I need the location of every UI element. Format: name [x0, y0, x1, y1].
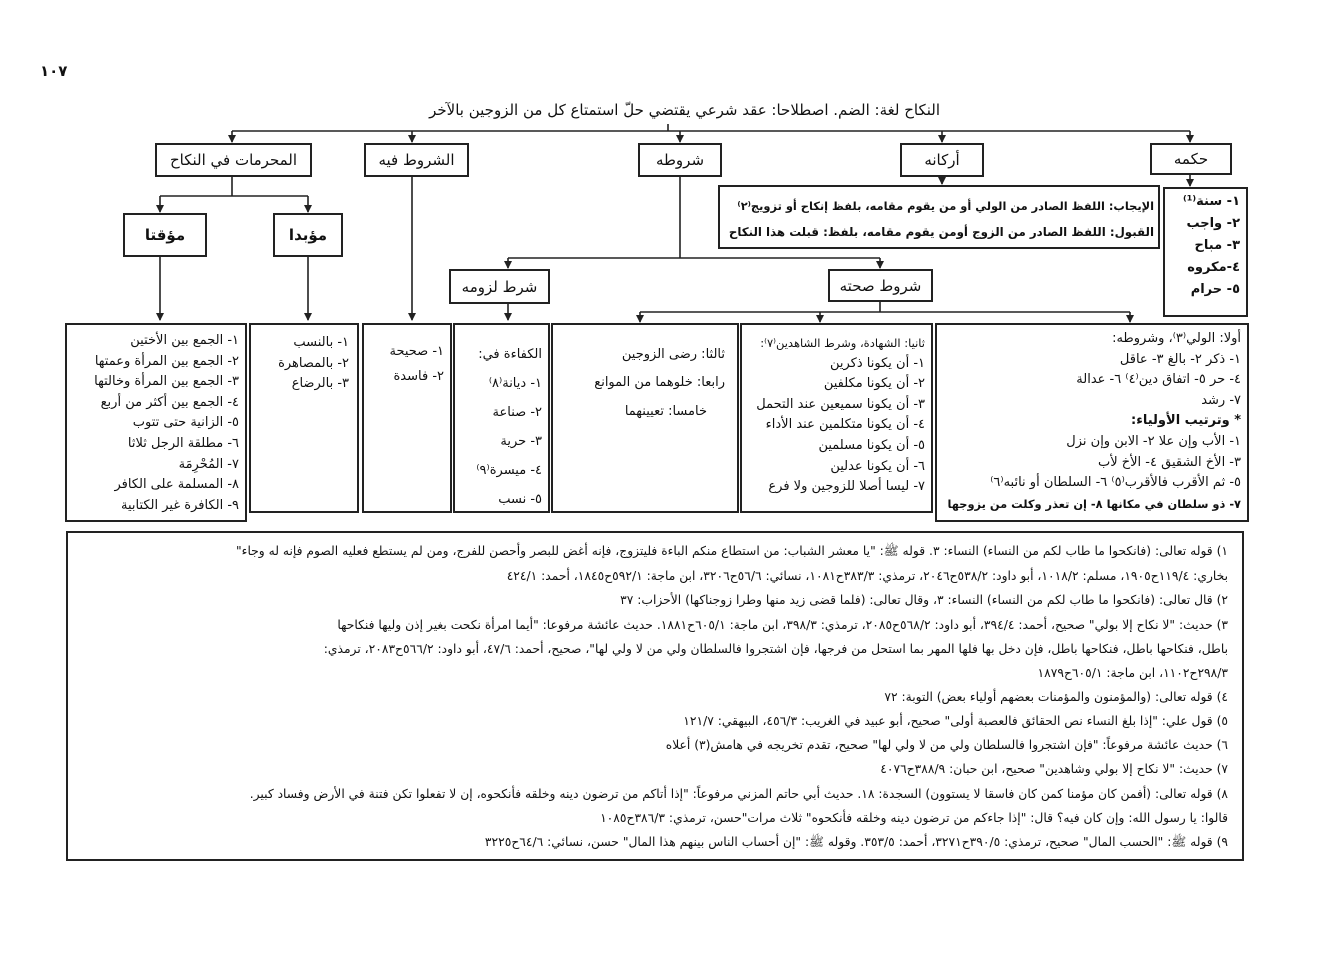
muaqqatan-item: ٢- الجمع بين المرأة وعمتها: [94, 353, 239, 369]
wali-box: [935, 323, 1249, 522]
muaqqatan-item: ٩- الكافرة غير الكتابية: [120, 497, 239, 513]
wali-line: ٥- ثم الأقرب فالأقرب⁽٥⁾ ٦- السلطان أو نائبه⁽٦⁾: [990, 475, 1241, 491]
kafaa-line: ٢- صناعة: [492, 405, 542, 420]
qabul-line: القبول: اللفظ الصادر من الزوج أومن يقوم مقامه، بلفظ: قبلت هذا النكاح: [728, 225, 1154, 239]
shuhud-line: ٢- أن يكونا مكلفين: [823, 376, 925, 392]
footnote-line: ٢٩٨/٣ح١١٠٢، ابن ماجة: ٦٠٥/١ح١٨٧٩: [1037, 666, 1228, 680]
node-hukm: حكمه: [1150, 143, 1232, 175]
node-shart-luzum: شرط لزومه: [449, 269, 550, 304]
shurut-fih-item: ١- صحيحة: [389, 344, 444, 359]
wali-line: ٧- رشد: [1201, 392, 1241, 408]
node-arkan: أركانه: [900, 143, 984, 177]
hukm-item: ١- سنة⁽¹⁾: [1182, 194, 1240, 209]
muaqqatan-item: ٥- الزانية حتى تتوب: [132, 415, 239, 431]
shuhud-line: ٣- أن يكونا سميعين عند التحمل: [756, 396, 925, 412]
footnote-line: ٨) قوله تعالى: (أفمن كان مؤمنا كمن كان فاسقا لا يستوون) السجدة: ١٨. حديث أبي حاتم المزني مرفوعاً: "إذا أتاكم من ترضون دينه وخلقه فأنكحوه، إن لا تفعلوا تكن فتنة في الأرض وفساد كبير.: [249, 787, 1228, 801]
shuhud-line: ٥- أن يكونا مسلمين: [818, 437, 925, 453]
shuhud-line: ٧- ليسا أصلا للزوجين ولا فرع: [768, 479, 925, 495]
wali-line: ٣- الأخ الشقيق ٤- الأخ لأب: [1097, 454, 1241, 470]
footnote-line: قالوا: يا رسول الله: وإن كان فيه؟ قال: "إذا جاءكم من ترضون دينه وخلقه فأنكحوه" ثلاث مرات"حسن، ترمذي: ٣٨٦/٣ح١٠٨٥: [600, 811, 1228, 825]
muaqqatan-item: ٦- مطلقة الرجل ثلاثا: [127, 435, 239, 451]
muaqqatan-item: ٤- الجمع بين أكثر من أربع: [100, 394, 239, 410]
footnote-line: ٣) حديث: "لا نكاح إلا بولي" صحيح، أحمد: ٣٩٤/٤، أبو داود: ٥٦٨/٢ح٢٠٨٥، ترمذي: ٣٩٨/٣، ابن ماجة: ٦٠٥/١ح١٨٨١. حديث عائشة مرفوعا: "أيما امرأة نكحت بغير إذن وليها فنكاحها: [337, 618, 1228, 632]
muabbadan-item: ١- بالنسب: [293, 335, 349, 350]
shuhud-box: [740, 323, 933, 513]
footnote-line: ٢) قال تعالى: (فانكحوا ما طاب لكم من النساء) النساء: ٣، وقال تعالى: (فلما قضى زيد منها وطرا زوجناكها) الأحزاب: ٣٧: [620, 593, 1228, 607]
shuhud-line: ٤- أن يكونا متكلمين عند الأداء: [765, 417, 925, 433]
footnote-line: ٩) قوله ﷺ: "الحسب المال" صحيح، ترمذي: ٣٩٠/٥ح٣٢٧١، أحمد: ٣٥٣/٥. وقوله ﷺ: "إن أحساب الناس بينهم هذا المال" حسن، نسائي: ٦٤/٦ح٣٢٢٥: [484, 835, 1228, 849]
node-muabbadan: مؤبدا: [273, 213, 343, 257]
wali-line: أولا: الولي⁽٣⁾، وشروطه:: [1112, 331, 1241, 346]
shurut-fih-item: ٢- فاسدة: [393, 369, 444, 384]
wali-line: ٧- ذو سلطان في مكانها ٨- إن تعذر وكلت من يزوجها: [947, 496, 1241, 511]
kafaa-line: ١- ديانة⁽٨⁾: [488, 376, 542, 391]
node-muharramat: المحرمات في النكاح: [155, 143, 312, 177]
footnote-line: ٧) حديث: "لا نكاح إلا بولي وشاهدين" صحيح، ابن حبان: ٣٨٨/٩ح٤٠٧٦: [880, 762, 1228, 776]
rida-box: [551, 323, 739, 513]
muabbadan-box: [249, 323, 359, 513]
wali-line: ١- ذكر ٢- بالغ ٣- عاقل: [1119, 351, 1241, 367]
footnote-line: ٥) قول علي: "إذا بلغ النساء نص الحقائق فالعصبة أولى" صحيح، أبو عبيد في الغريب: ٤٥٦/٣، البيهقي: ١٢١/٧: [683, 714, 1228, 728]
node-shart-sihha: شروط صحته: [828, 269, 933, 302]
wali-line: * وترتيب الأولياء:: [1131, 413, 1241, 429]
muaqqatan-item: ٧- المُحْرِمَة: [178, 456, 239, 472]
node-shurut-fih: الشروط فيه: [364, 143, 469, 177]
muabbadan-item: ٣- بالرضاع: [291, 376, 349, 392]
footnote-line: باطل، فنكاحها باطل، فنكاحها باطل، فإن دخل بها فلها المهر بما استحل من فرجها، فإن اشتجروا فالسلطان ولي من لا ولي لها"، صحيح، أحمد: ٤٧/٦، أبو داود: ٥٦٦/٢ح٢٠٨٣، ترمذي:: [323, 642, 1228, 656]
rida-line: ثالثا: رضى الزوجين: [621, 347, 725, 362]
kafaa-line: ٤- ميسرة⁽٩⁾: [476, 463, 542, 478]
muabbadan-item: ٢- بالمصاهرة: [278, 355, 349, 371]
page-title: النكاح لغة: الضم. اصطلاحا: عقد شرعي يقتضي حلّ استمتاع كل من الزوجين بالآخر: [429, 101, 940, 119]
kafaa-box: [453, 323, 550, 513]
muaqqatan-item: ٨- المسلمة على الكافر: [114, 477, 239, 493]
footnote-line: ٤) قوله تعالى: (والمؤمنون والمؤمنات بعضهم أولياء بعض) التوبة: ٧٢: [884, 690, 1228, 704]
hukm-item: ٥- حرام: [1190, 282, 1240, 297]
node-shurut: شروطه: [638, 143, 722, 177]
footnote-line: ٦) حديث عائشة مرفوعاً: "فإن اشتجروا فالسلطان ولي من لا ولي لها" صحيح، تقدم تخريجه في هامش(٣) أعلاه: [665, 738, 1228, 752]
node-muaqqatan: مؤقتا: [123, 213, 207, 257]
muaqqatan-item: ٣- الجمع بين المرأة وخالتها: [94, 374, 239, 390]
shuhud-line: ٦- أن يكونا عدلين: [830, 458, 925, 474]
kafaa-line: ٣- حرية: [500, 434, 542, 449]
rida-line: رابعا: خلوهما من الموانع: [594, 375, 725, 390]
muaqqatan-box: [65, 323, 247, 522]
page-number: ١٠٧: [40, 62, 68, 80]
arkan-box: [718, 185, 1160, 249]
shurut-fih-box: [362, 323, 452, 513]
kafaa-line: الكفاءة في:: [478, 347, 542, 362]
rida-line: خامسا: تعيينهما: [624, 404, 707, 419]
footnote-line: ١) قوله تعالى: (فانكحوا ما طاب لكم من النساء) النساء: ٣. قوله ﷺ: "يا معشر الشباب: من استطاع منكم الباءة فليتزوج، فإنه أغض للبصر وأحصن للفرج، ومن لم يستطع فعليه الصوم فإنه له وجاء": [236, 544, 1228, 558]
footnote-line: بخاري: ١١٩/٤ح١٩٠٥، مسلم: ١٠١٨/٢، أبو داود: ٥٣٨/٢ح٢٠٤٦، ترمذي: ٣٨٣/٣ح١٠٨١، نسائي: ٥٦/٦ح٣٢٠٦، ابن ماجة: ٥٩٢/١ح١٨٤٥، أحمد: ٤٢٤/١: [506, 569, 1228, 583]
hukm-list: [1163, 187, 1248, 317]
wali-line: ٤- حر ٥- اتفاق دين⁽٤⁾ ٦- عدالة: [1076, 372, 1241, 388]
hukm-item: ٢- واجب: [1186, 216, 1240, 231]
footnotes-box: [66, 531, 1244, 861]
wali-line: ١- الأب وإن علا ٢- الابن وإن نزل: [1066, 433, 1241, 449]
muaqqatan-item: ١- الجمع بين الأختين: [130, 333, 239, 348]
shuhud-line: ١- أن يكونا ذكرين: [830, 355, 925, 371]
shuhud-line: ثانيا: الشهادة، وشرط الشاهدين⁽٧⁾:: [760, 336, 925, 350]
kafaa-line: ٥- نسب: [498, 492, 542, 507]
hukm-item: ٤-مكروه: [1187, 260, 1240, 275]
ijab-line: الإيجاب: اللفظ الصادر من الولي أو من يقوم مقامه، بلفظ إنكاح أو تزويج⁽٢⁾: [737, 199, 1154, 213]
hukm-item: ٣- مباح: [1194, 238, 1240, 253]
